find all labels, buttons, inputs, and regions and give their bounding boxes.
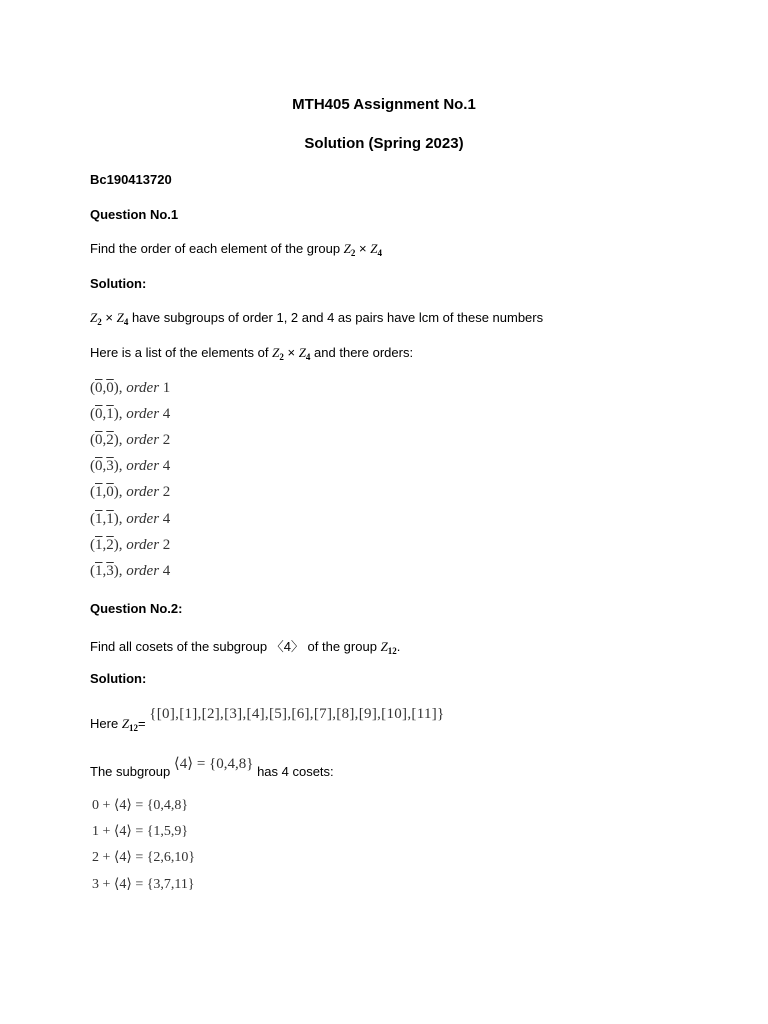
document-subtitle: Solution (Spring 2023) <box>304 135 464 152</box>
group-z4: $Z_4$ <box>116 310 129 327</box>
elements-list-intro <box>90 345 413 362</box>
coset-row: 0 + ⟨4⟩ = {0,4,8} <box>92 798 189 813</box>
subgroups-statement <box>90 310 543 327</box>
element-order-row: (1,1), order 4 <box>90 511 171 527</box>
prompt-text: Find all cosets of the subgroup <box>90 639 268 654</box>
student-id: Bc190413720 <box>90 172 172 187</box>
element-order-row: (1,0), order 2 <box>90 484 171 500</box>
group-z4: $Z_4$ <box>298 345 311 362</box>
question-2-prompt: Find all cosets of the subgroup 〈4〉 of the group $Z_{12}$. <box>90 639 401 656</box>
group-z2: $Z_2$ <box>343 241 356 258</box>
list-intro-text-end: and there orders: <box>314 345 414 360</box>
group-z2: $Z_2$ <box>272 345 284 362</box>
document-title: MTH405 Assignment No.1 <box>292 96 476 113</box>
subgroup-statement <box>90 754 334 779</box>
question-1-prompt <box>90 241 382 258</box>
element-order-row: (1,2), order 2 <box>90 537 171 553</box>
z12-definition: Here $Z_{12}= \{[0],[1],[2],[3],[4],[5],[6],[7],[8],[9],[10],[11]\}$ <box>90 706 445 733</box>
coset-row: 2 + ⟨4⟩ = {2,6,10} <box>92 850 196 865</box>
subgroups-text: have subgroups of order 1, 2 and 4 as pairs have lcm of these numbers <box>131 310 544 325</box>
generator-4: 〈4〉 <box>270 639 304 654</box>
times-symbol: × <box>359 241 367 256</box>
times-symbol: × <box>287 345 296 360</box>
z12-set: {[0],[1],[2],[3],[4],[5],[6],[7],[8],[9],[10],[11]} <box>149 706 445 722</box>
element-order-row: (1,3), order 4 <box>90 563 171 579</box>
list-intro-text: Here is a list of the elements of <box>90 345 269 360</box>
subgroup-text-end: has 4 cosets: <box>257 764 334 779</box>
times-symbol: × <box>105 310 113 325</box>
group-z12: $Z_{12}$ <box>380 639 397 656</box>
question-1-heading: Question No.1 <box>90 207 179 222</box>
element-order-row: (0,1), order 4 <box>90 406 171 422</box>
here-text: Here <box>90 716 119 731</box>
question-2-solution-label: Solution: <box>90 671 147 686</box>
group-z4: $Z_4$ <box>370 241 382 258</box>
group-z2: $Z_2$ <box>90 310 102 327</box>
question-2-heading: Question No.2: <box>90 601 183 616</box>
subgroup-set: ⟨4⟩ = {0,4,8} <box>173 756 254 772</box>
prompt-text-b: of the group <box>307 639 377 654</box>
element-order-row: (0,0), order 1 <box>90 380 171 396</box>
element-order-row: (0,3), order 4 <box>90 458 171 474</box>
prompt-text: Find the order of each element of the group <box>90 241 341 256</box>
question-1-solution-label: Solution: <box>90 276 147 291</box>
element-order-row: (0,2), order 2 <box>90 432 171 448</box>
group-z12: $Z_{12}$ <box>121 716 139 733</box>
subgroup-text: The subgroup <box>90 764 171 779</box>
coset-row: 3 + ⟨4⟩ = {3,7,11} <box>92 877 195 892</box>
coset-row: 1 + ⟨4⟩ = {1,5,9} <box>92 824 189 839</box>
